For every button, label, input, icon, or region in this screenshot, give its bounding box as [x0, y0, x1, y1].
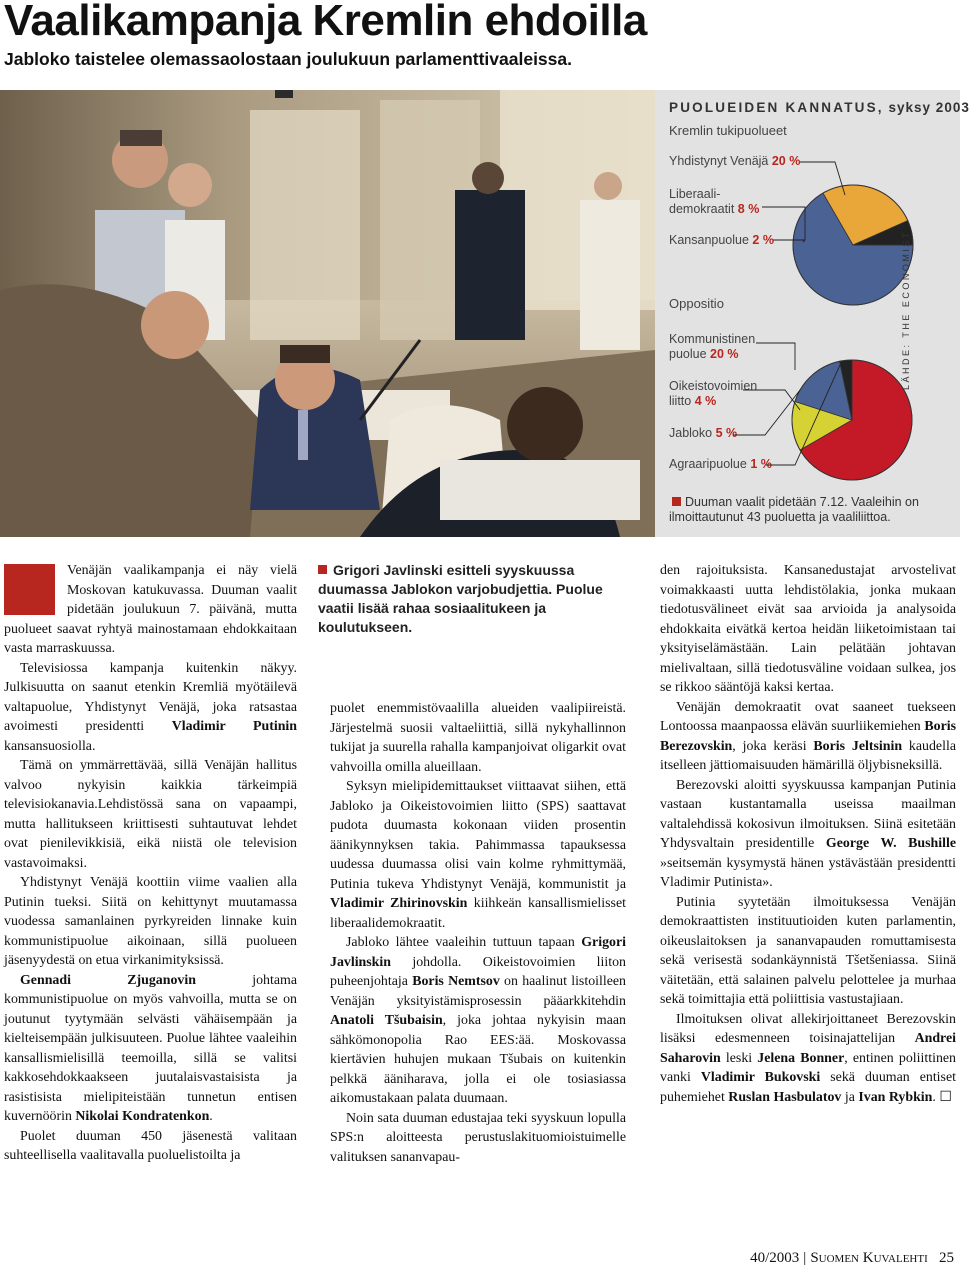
subheadline: Jabloko taistelee olemassaolostaan joulukuun parlamenttivaaleissa.	[4, 49, 572, 69]
paragraph: Noin sata duuman edustajaa teki syyskuun lopulla SPS:n aloitteesta perustuslakituomioistuimelle valituksen sananvapau-	[330, 1110, 626, 1165]
paragraph: Syksyn mielipidemittaukset viittaavat siihen, että Jabloko ja Oikeistovoimien liitto (SPS) saattavat pudota duumasta kokonaan viiden prosentin äänikynnyksen takia. Pahimmassa tapauksessa uudessa duumassa olisi vain kolme ryhmittymää, Putinia tukeva Yhdistynyt Venäjä, kommunistit ja Vladimir Zhirinovskin kiihkeän kansallismielisset liberaalidemokraatit.	[330, 779, 626, 931]
pie-charts	[655, 90, 960, 537]
leader-line	[756, 343, 795, 370]
article-column-1	[4, 561, 297, 1166]
issue-number: 40/2003	[750, 1250, 800, 1266]
paragraph: Tämä on ymmärrettävää, sillä Venäjän hallitus valvoo nykyisin kaikkia tärkeimpiä televisiokanavia.Lehdistössä sana on vapaampi, mutta hallitukseen kriittisesti suhtautuvat lehdet ovat pienilevikkisiä, eikä niistä ole television vastavoimaksi.	[4, 758, 297, 871]
paragraph: Putinia syytetään ilmoituksessa Venäjän demokraattisten instituutioiden kuten parlamentin, oikeuslaitoksen ja sananvapauden romuttamisesta sekä verisestä sodankäynnistä Tšetšeniassa. Siinä väitetään, että salainen palvelu pelottelee ja murhaa sekä toimittajia että poliittisia vastustajiaan.	[660, 894, 956, 1007]
article-photo	[0, 90, 655, 537]
group-label-kremlin: Kremlin tukipuolueet	[669, 123, 787, 138]
paragraph: den rajoituksista. Kansanedustajat arvostelivat voimakkaasti uutta lehdistölakia, jonka mukaan tiedotusvälineet eivät saa arvioida ja analysoida ehdokkaita eivätkä kertoa heidän liiketoimistaan tai yksityiselämästään. Lain pelätään johtavan mielivaltaan, sillä tiedotusväline voidaan sulkea, jos se rikkoo sääntöjä kaksi kertaa.	[660, 563, 956, 695]
headline: Vaalikampanja Kremlin ehdoilla	[4, 0, 647, 45]
chart-note: Duuman vaalit pidetään 7.12. Vaaleihin on ilmoittautunut 43 puoluetta ja vaaliliittoa.	[669, 495, 919, 524]
paragraph: Venäjän demokraatit ovat saaneet tuekseen Lontoossa maanpaossa elävän suurliikemiehen Boris Berezovskin, joka keräsi Boris Jeltsinin kaudella itselleen jättiomaisuuden hämärillä öljybisneksillä.	[660, 699, 956, 773]
article-column-2	[330, 699, 626, 1167]
paragraph: Jabloko lähtee vaaleihin tuttuun tapaan Grigori Javlinskin johdolla. Oikeistovoimien liiton puheenjohtaja Boris Nemtsov on haalinut listoilleen Venäjän yksityistämisprosessin pääarkkitehdin Anatoli Tšubaisin, joka johtaa nykyisin maan sähkömonopolia Rao EES:ää. Moskovassa kiertävien huhujen mukaan Tšubais on kuitenkin pelkkä ääniharava, jolla ei ole tosiasiassa aikomustakaan palata duumaan.	[330, 935, 626, 1106]
magazine-name: Suomen Kuvalehti	[810, 1250, 928, 1266]
paragraph: Berezovski aloitti syyskuussa kampanjan Putinia vastaan kustantamalla useissa maailman valtalehdissä kokosivun ilmoituksen. Siinä esitetään Yhdysvaltain presidentille George W. Bushille »seitsemän kysymystä hänen ystävästään presidentti Vladimir Putinista».	[660, 777, 956, 890]
leader-line	[743, 390, 800, 410]
label-kansanpuolue: Kansanpuolue 2 %	[669, 233, 774, 247]
page-number: 25	[939, 1250, 954, 1266]
label-jabloko: Jabloko 5 %	[669, 426, 738, 440]
paragraph: Yhdistynyt Venäjä koottiin viime vaalien alla Putinin tueksi. Siitä on kehittynyt muutamassa vuodessa samanlainen pyrkyreiden linnake kuin kommunistipuolue aikoinaan, sillä puolueen jäsenyydestä on etua virkanimityksissä.	[4, 875, 297, 968]
photo-caption: Grigori Javlinski esitteli syyskuussa duumassa Jablokon varjobudjettia. Puolue vaatii lisää rahaa sosiaalitukeen ja koulutukseen.	[318, 562, 603, 635]
party-support-chart-panel	[655, 90, 970, 537]
paragraph: puolet enemmistövaalilla alueiden vaalipiireistä. Järjestelmä suosii valtaeliittiä, sillä nykyhallinnon tukijat ja suurella rahalla kampanjoivat oligarkit ovat vahvoilla omilla alueillaan.	[330, 701, 626, 775]
caption-marker	[318, 565, 327, 574]
group-label-oppositio: Oppositio	[669, 296, 724, 311]
drop-square	[4, 564, 55, 615]
label-liberaalidemokraatit: Liberaali- demokraatit 8 %	[669, 187, 760, 216]
photo-illustration	[0, 90, 655, 537]
label-yhdistynyt-venaja: Yhdistynyt Venäjä 20 %	[669, 154, 801, 168]
paragraph: Gennadi Zjuganovin johtama kommunistipuolue on myös vahvoilla, mutta se on joutunut tyytymään selvästi vähäisempään ja kielteisempään julkisuuteen. Puolue lähtee vaaleihin kansallismielisillä teemoilla, sillä se valitsi kakkosehdokkaakseen juutalaisvastaisista ja rasistisista mielipiteistään tunnetun entisen kuvernöörin Nikolai Kondratenkon.	[4, 972, 297, 1124]
paragraph: Ilmoituksen olivat allekirjoittaneet Berezovskin lisäksi edesmenneen toisinajattelijan Andrei Saharovin leski Jelena Bonner, entinen poliittinen vanki Vladimir Bukovski sekä duuman entiset puhemiehet Ruslan Hasbulatov ja Ivan Rybkin. ☐	[660, 1011, 956, 1105]
label-agraaripuolue: Agraaripuolue 1 %	[669, 457, 772, 471]
paragraph: Puolet duuman 450 jäsenestä valitaan suhteellisella vaalitavalla puoluelistoilta ja	[4, 1128, 297, 1163]
chart-source: LÄHDE: THE ECONOMIST	[901, 230, 911, 390]
page-footer: 40/2003 | Suomen Kuvalehti 25	[750, 1250, 954, 1266]
chart-title-tail: syksy 2003	[883, 100, 970, 115]
chart-title-main: PUOLUEIDEN KANNATUS,	[669, 100, 884, 115]
paragraph: Venäjän vaalikampanja ei näy vielä Moskovan katukuvassa. Duuman vaalit pidetään joulukuun 7. päivänä, mutta puolueet saavat ryhtyä mainostamaan ehdokkaitaan vasta marraskuussa.	[4, 563, 297, 656]
label-oikeistovoimien-liitto: Oikeistovoimien liitto 4 %	[669, 379, 758, 408]
paragraph: Televisiossa kampanja kuitenkin näkyy. Julkisuutta on saanut etenkin Kremliä myötäilevä valtapuolue, Yhdistynyt Venäjä, joka ratsastaa avoimesti presidentti Vladimir Putinin kansansuosiolla.	[4, 660, 297, 754]
article-column-3	[660, 561, 956, 1107]
label-kommunistinen-puolue: Kommunistinen puolue 20 %	[669, 332, 756, 361]
